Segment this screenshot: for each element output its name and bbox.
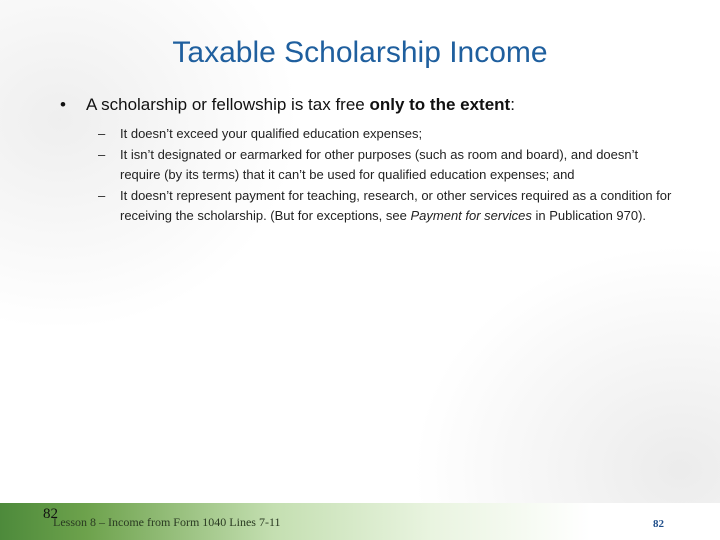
sub-bullet-text: It doesn’t exceed your qualified education expenses; bbox=[120, 126, 423, 141]
sub-bullet-item bbox=[98, 145, 680, 186]
sub-bullet-prefix: It doesn’t represent payment for teaching, research, or other services required as a condition for receiving the scholarship. (But for exceptions, see bbox=[120, 187, 672, 223]
sub-bullet-item bbox=[98, 124, 680, 145]
main-bullet bbox=[60, 94, 680, 116]
dash-marker: – bbox=[98, 146, 106, 162]
page-number-right: 82 bbox=[653, 518, 664, 530]
sub-bullet-item bbox=[98, 186, 680, 227]
dash-marker: – bbox=[98, 126, 106, 141]
main-bullet-text bbox=[86, 94, 515, 116]
slide-content bbox=[60, 94, 680, 227]
sub-bullet-suffix: in Publication 970). bbox=[531, 208, 647, 223]
main-bullet-bold: only to the extent bbox=[369, 95, 511, 114]
sub-bullet-list bbox=[98, 124, 680, 227]
slide-title: Taxable Scholarship Income bbox=[172, 36, 548, 69]
page-number-left: 82 bbox=[43, 506, 58, 522]
sub-bullet-italic: Payment for services bbox=[410, 208, 532, 223]
bullet-marker: • bbox=[60, 95, 66, 114]
main-bullet-prefix: A scholarship or fellowship is tax free bbox=[86, 95, 370, 114]
sub-bullet-text: It isn’t designated or earmarked for other purposes (such as room and board), and doesn’t require (by its terms) that it can’t be used for qualified education expenses; and bbox=[120, 146, 639, 182]
dash-marker: – bbox=[98, 187, 106, 203]
main-bullet-suffix: : bbox=[510, 95, 515, 114]
footer-lesson-text: Lesson 8 – Income from Form 1040 Lines 7-11 bbox=[53, 515, 281, 529]
sub-bullet-text bbox=[120, 186, 680, 227]
